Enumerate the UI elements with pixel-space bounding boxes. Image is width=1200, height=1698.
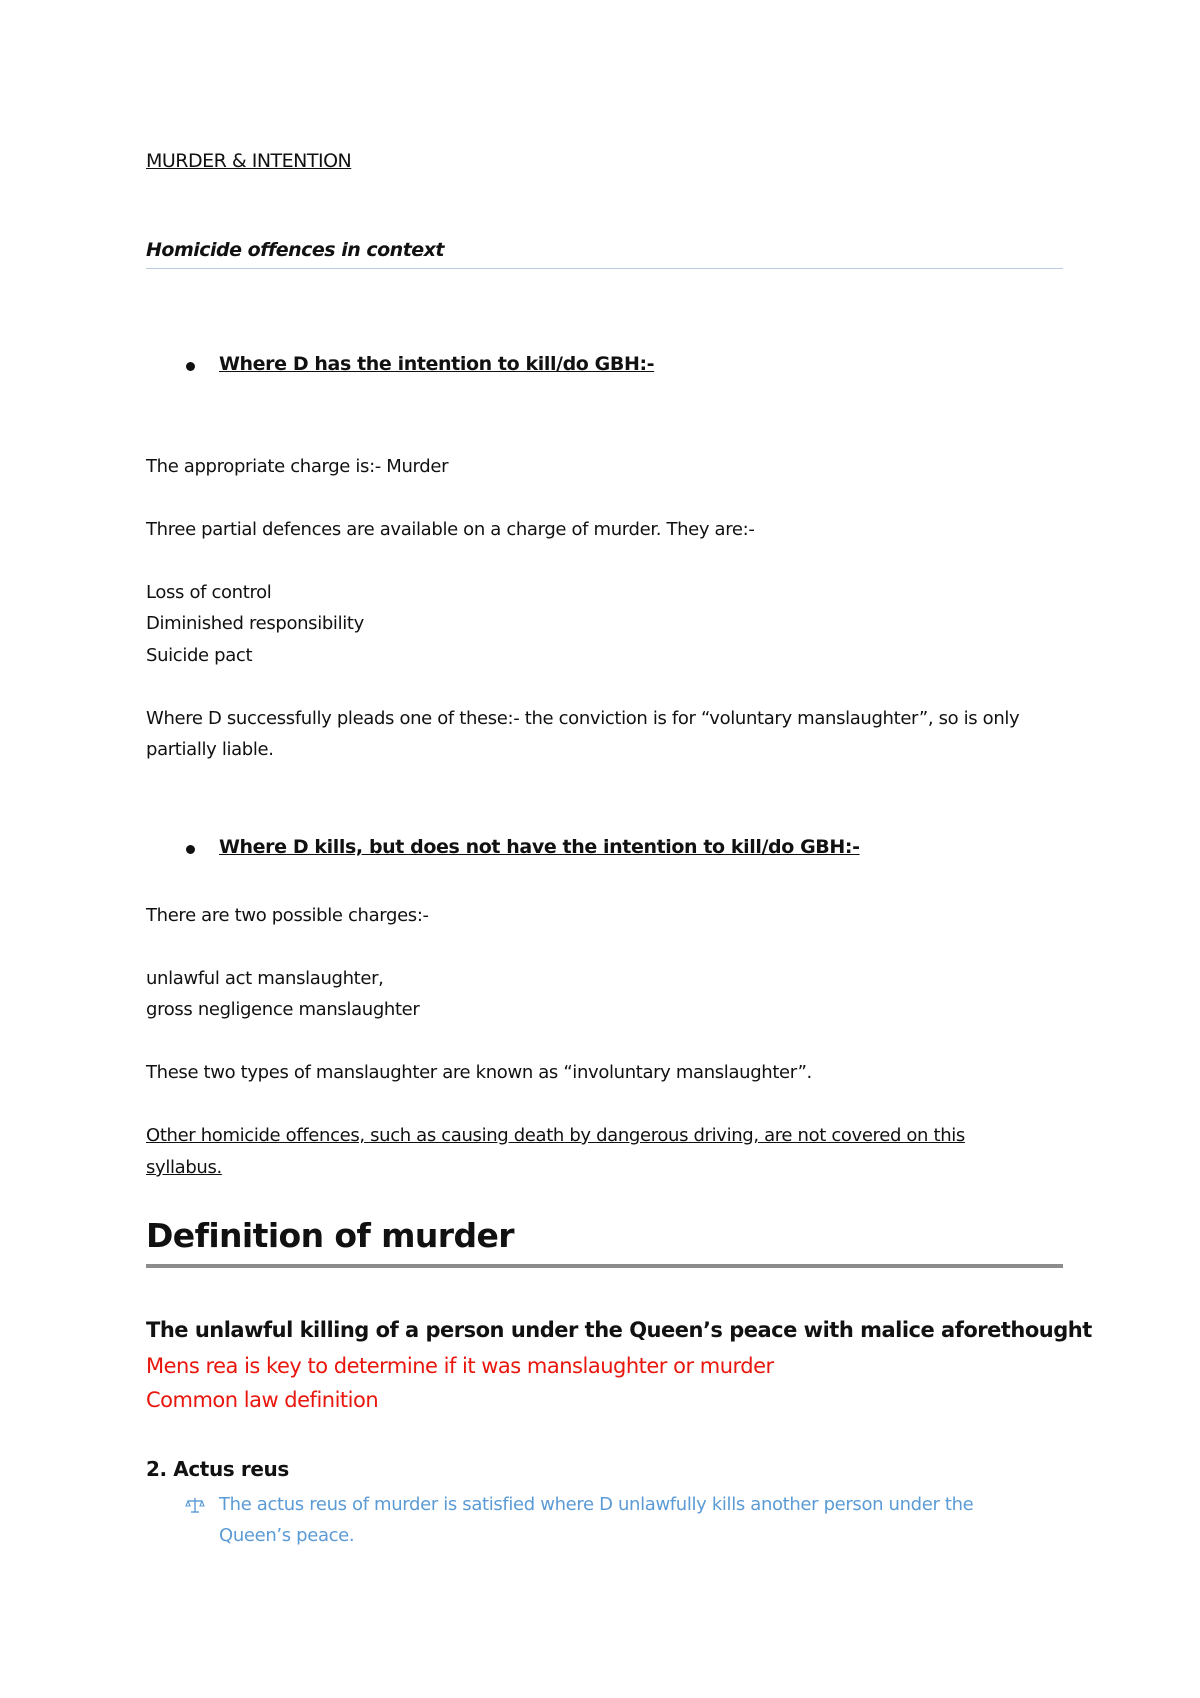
charge-text: The appropriate charge is:- Murder	[146, 456, 449, 477]
charges-intro: There are two possible charges:-	[146, 905, 429, 926]
definition-heading: Definition of murder	[146, 1216, 514, 1255]
syllabus-note: syllabus.	[146, 1157, 222, 1178]
defences-intro: Three partial defences are available on a charge of murder. They are:-	[146, 519, 755, 540]
bullet-dot	[186, 362, 195, 371]
scales-icon	[185, 1495, 205, 1515]
bullet-dot	[186, 845, 195, 854]
actus-reus-text: Queen’s peace.	[219, 1525, 355, 1546]
charge-item: unlawful act manslaughter,	[146, 968, 384, 989]
syllabus-note: Other homicide offences, such as causing death by dangerous driving, are not covered on this	[146, 1125, 965, 1146]
subtitle-rule	[146, 268, 1063, 269]
actus-reus-heading: 2. Actus reus	[146, 1457, 289, 1481]
defence-item: Loss of control	[146, 582, 272, 603]
manslaughter-summary: These two types of manslaughter are known as “involuntary manslaughter”.	[146, 1062, 812, 1083]
conclusion-line: Where D successfully pleads one of these:- the conviction is for “voluntary manslaughter”, so is only	[146, 708, 1020, 729]
conclusion-line: partially liable.	[146, 739, 274, 760]
section2-heading: Where D kills, but does not have the intention to kill/do GBH:-	[219, 836, 860, 858]
defence-item: Diminished responsibility	[146, 613, 364, 634]
defence-item: Suicide pact	[146, 645, 253, 666]
document-title: MURDER & INTENTION	[146, 150, 352, 172]
common-law-note: Common law definition	[146, 1388, 379, 1412]
section1-heading: Where D has the intention to kill/do GBH:-	[219, 353, 655, 375]
mens-rea-note: Mens rea is key to determine if it was manslaughter or murder	[146, 1354, 774, 1378]
actus-reus-text: The actus reus of murder is satisfied where D unlawfully kills another person under the	[219, 1494, 974, 1515]
charge-item: gross negligence manslaughter	[146, 999, 420, 1020]
document-subtitle: Homicide offences in context	[146, 239, 445, 261]
definition-statement: The unlawful killing of a person under the Queen’s peace with malice aforethought	[146, 1318, 1092, 1342]
definition-rule	[146, 1264, 1063, 1268]
